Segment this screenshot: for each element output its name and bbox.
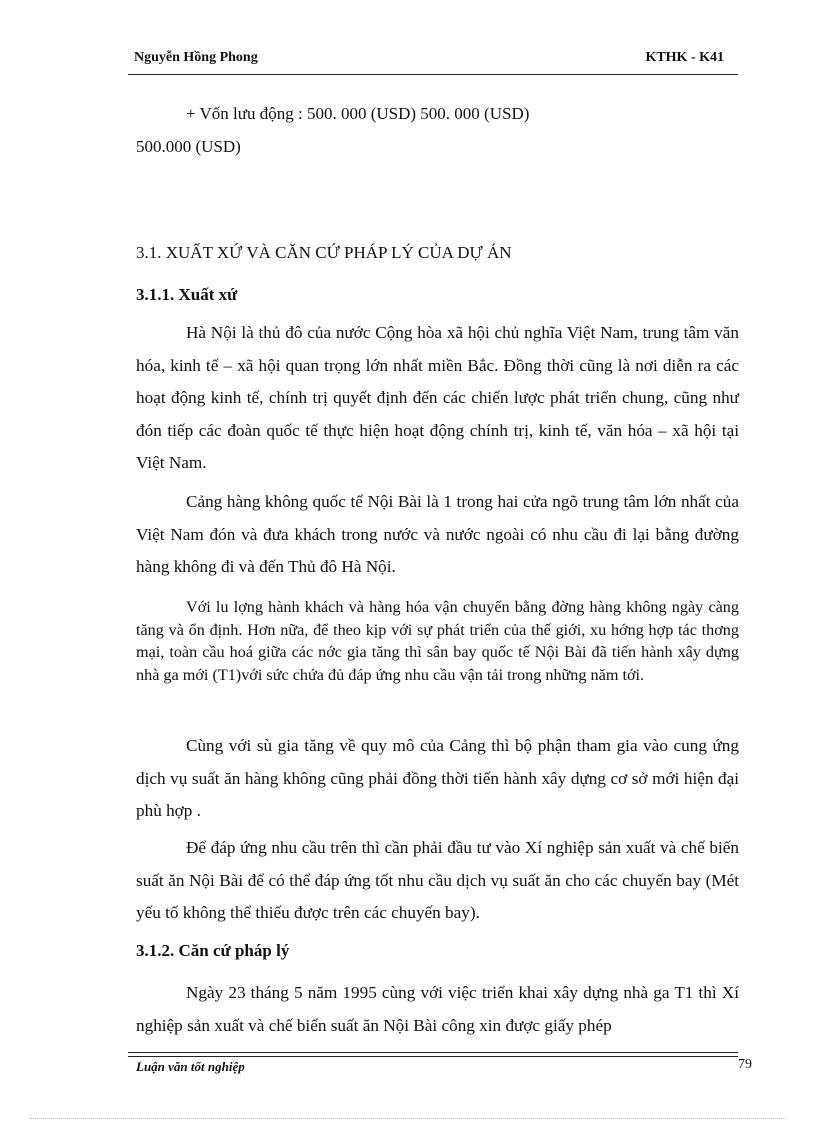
- header-author: Nguyễn Hồng Phong: [134, 50, 258, 65]
- page-number: 79: [738, 1057, 752, 1072]
- paragraph-noi-bai-airport: Cảng hàng không quốc tế Nội Bài là 1 trong hai cửa ngõ trung tâm lớn nhất của Việt Nam đón và đưa khách trong nước và nước ngoài có nhu cầu đi lại bằng đường hàng không đi và đến Thủ đô Hà Nội.: [136, 492, 739, 576]
- paragraph-legal-basis: Ngày 23 tháng 5 năm 1995 cùng với việc triển khai xây dựng nhà ga T1 thì Xí nghiệp sản xuất và chế biến suất ăn Nội Bài công xin được giấy phép: [136, 983, 739, 1035]
- paragraph-hanoi: Hà Nội là thủ đô của nước Cộng hòa xã hội chủ nghĩa Việt Nam, trung tâm văn hóa, kinh tế – xã hội quan trọng lớn nhất miền Bắc. Đồng thời cũng là nơi diễn ra các hoạt động kinh tế, chính trị quyết định đến các chiến lược phát triển chung, cũng như đón tiếp các đoàn quốc tế thực hiện hoạt động chính trị, kinh tế, văn hóa – xã hội tại Việt Nam.: [136, 323, 739, 472]
- section-title: 3.1. XUẤT XỨ VÀ CĂN CỨ PHÁP LÝ CỦA DỰ ÁN: [136, 243, 512, 262]
- footer-divider-double: [128, 1056, 738, 1057]
- paragraph-port-growth: Cùng với sù gia tăng về quy mô của Cảng thì bộ phận tham gia vào cung ứng dịch vụ suất ăn hàng không cũng phải đồng thời tiến hành xây dựng cơ sở mới hiện đại phù hợp .: [136, 736, 739, 820]
- subsection-title-legal-basis: 3.1.2. Căn cứ pháp lý: [136, 941, 290, 960]
- footer-divider: [128, 1052, 738, 1053]
- paragraph-passenger-volume: Với lu lợng hành khách và hàng hóa vận chuyển bằng đờng hàng không ngày càng tăng và ổn định. Hơn nữa, để theo kịp với sự phát triển của thế giới, xu hớng hợp tác thơng mại, toàn cầu hoá giữa các nớc gia tăng thì sân bay quốc tế Nội Bài đã tiến hành xây dựng nhà ga mới (T1)với sức chứa đủ đáp ứng nhu cầu vận tải trong những năm tới.: [136, 598, 739, 684]
- header-divider: [128, 74, 738, 75]
- page-bottom-dotted-line: [30, 1118, 786, 1119]
- footer-label: Luận văn tốt nghiệp: [136, 1059, 245, 1074]
- capital-line-continued: 500.000 (USD): [136, 137, 241, 156]
- capital-line: + Vốn lưu động : 500. 000 (USD) 500. 000 (USD): [186, 104, 530, 123]
- header-course: KTHK - K41: [645, 50, 724, 65]
- paragraph-investment: Để đáp ứng nhu cầu trên thì cần phải đầu tư vào Xí nghiệp sản xuất và chế biến suất ăn Nội Bài để có thể đáp ứng tốt nhu cầu dịch vụ suất ăn cho các chuyến bay (Mét yếu tố không thể thiếu được trên các chuyến bay).: [136, 838, 739, 922]
- subsection-title-origin: 3.1.1. Xuất xứ: [136, 285, 238, 304]
